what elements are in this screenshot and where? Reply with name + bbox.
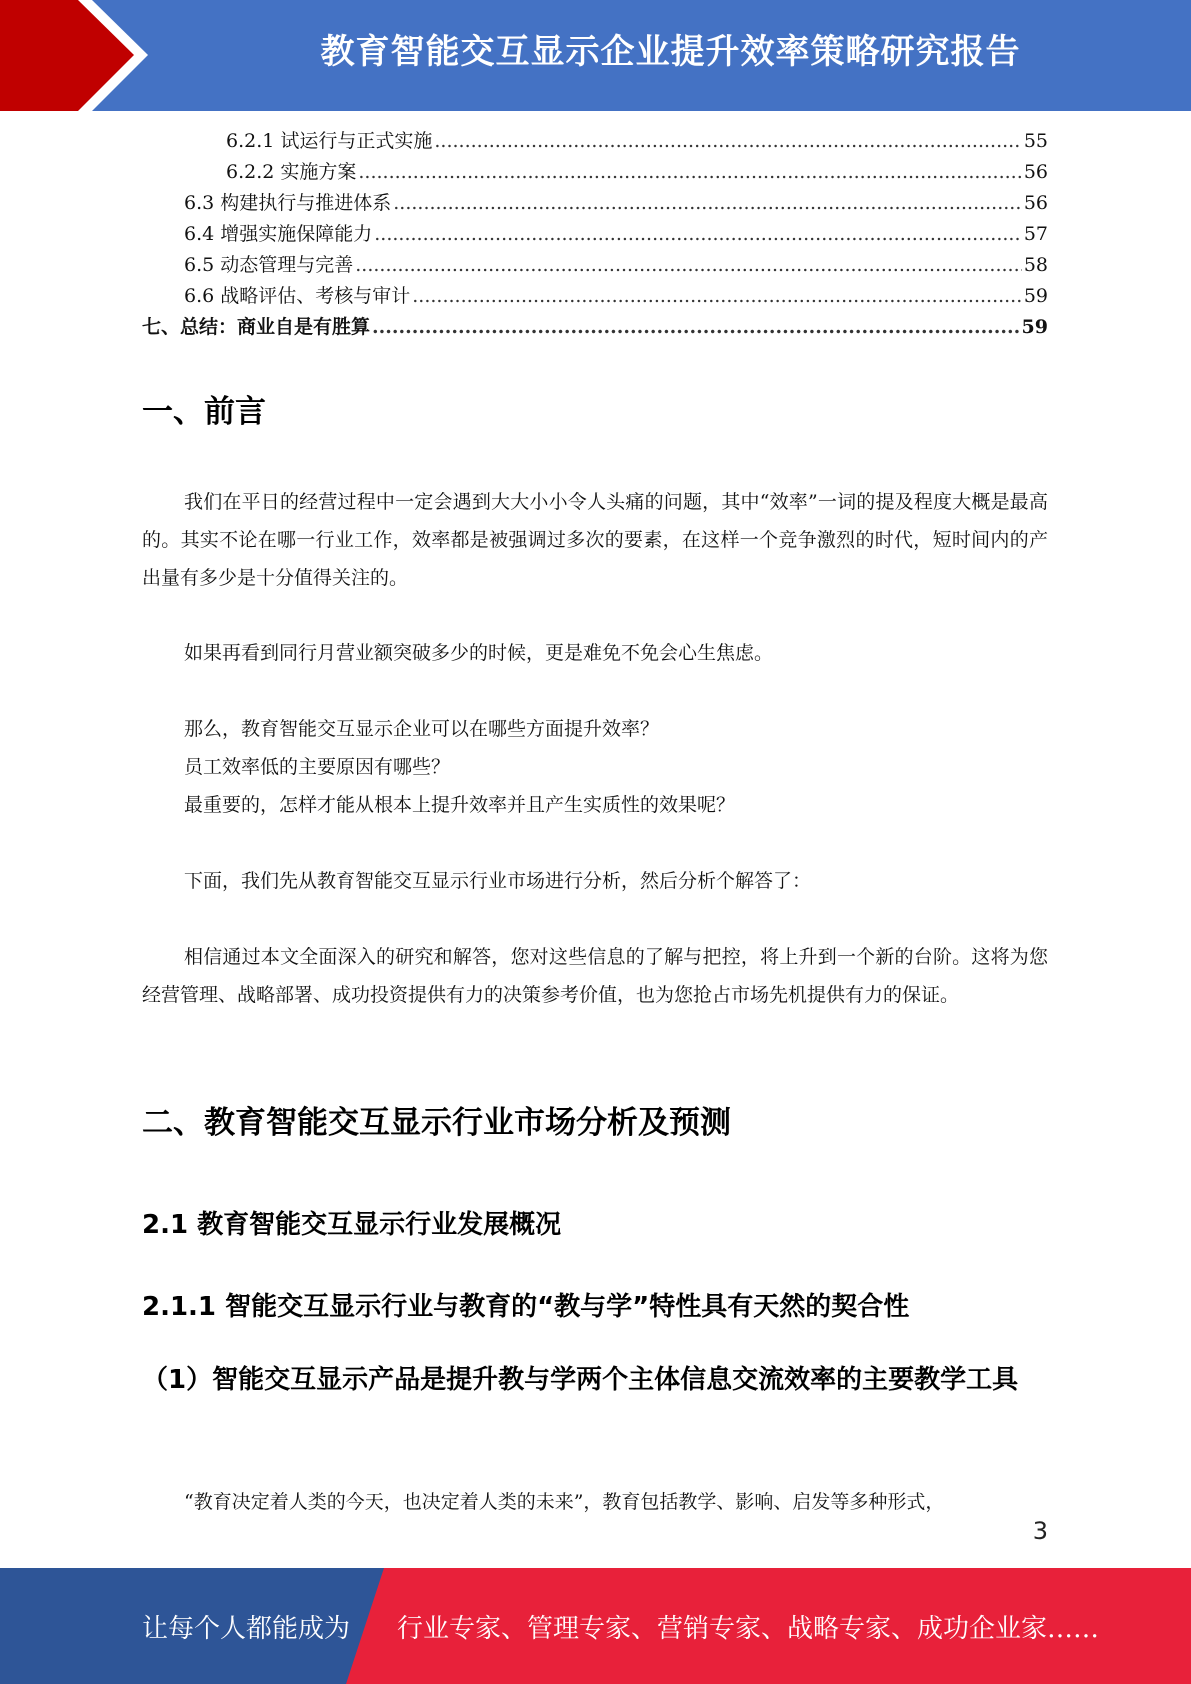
toc-entry[interactable] (142, 126, 1048, 157)
toc-entry-page: 56 (1023, 192, 1048, 214)
toc-leader-dots (355, 250, 1022, 281)
document-title: 教育智能交互显示企业提升效率策略研究报告 (320, 32, 1021, 72)
toc-leader-dots (372, 312, 1020, 343)
footer-slogan-left: 让每个人都能成为 (142, 1614, 351, 1644)
toc-entry-page: 55 (1023, 130, 1048, 152)
toc-leader-dots (358, 157, 1021, 188)
page-header (0, 0, 1191, 111)
toc-entry-page: 56 (1023, 161, 1048, 183)
toc-entry[interactable] (142, 219, 1048, 250)
section-heading-market-analysis: 二、教育智能交互显示行业市场分析及预测 (142, 1105, 731, 1141)
section-heading-preface: 一、前言 (142, 394, 266, 430)
toc-entry-page: 57 (1023, 223, 1048, 245)
toc-entry[interactable] (142, 157, 1048, 188)
toc-leader-dots (434, 126, 1021, 157)
preface-paragraph-3: 下面，我们先从教育智能交互显示行业市场进行分析，然后分析个解答了： (184, 870, 812, 892)
toc-entry-page: 58 (1023, 254, 1048, 276)
toc-entry-title: 6.4 增强实施保障能力 (184, 223, 373, 245)
preface-question-1: 那么，教育智能交互显示企业可以在哪些方面提升效率？ (184, 718, 660, 740)
preface-question-3: 最重要的，怎样才能从根本上提升效率并且产生实质性的效果呢？ (184, 794, 736, 816)
preface-paragraph-1: 我们在平日的经营过程中一定会遇到大大小小令人头痛的问题，其中“效率”一词的提及程度大概是最高的。其实不论在哪一行业工作，效率都是被强调过多次的要素，在这样一个竞争激烈的时代，短时间内的产出量有多少是十分值得关注的。 (142, 491, 1048, 589)
toc-entry-page: 59 (1021, 316, 1048, 338)
toc-entry[interactable] (142, 312, 1048, 343)
subsection-heading-item-1: （1）智能交互显示产品是提升教与学两个主体信息交流效率的主要教学工具 (142, 1365, 1019, 1395)
preface-paragraph-4: 相信通过本文全面深入的研究和解答，您对这些信息的了解与把控，将上升到一个新的台阶。这将为您经营管理、战略部署、成功投资提供有力的决策参考价值，也为您抢占市场先机提供有力的保证。 (142, 946, 1048, 1006)
toc-entry-title: 6.2.1 试运行与正式实施 (226, 130, 433, 152)
toc-entry-title: 6.2.2 实施方案 (226, 161, 357, 183)
toc-entry-title: 6.6 战略评估、考核与审计 (184, 285, 411, 307)
preface-paragraph-2: 如果再看到同行月营业额突破多少的时候，更是难免不免会心生焦虑。 (184, 642, 774, 664)
toc-leader-dots (412, 281, 1022, 312)
footer-slogan-right: 行业专家、管理专家、营销专家、战略专家、成功企业家…… (397, 1614, 1100, 1644)
toc-entry[interactable] (142, 250, 1048, 281)
toc-entry-page: 59 (1023, 285, 1048, 307)
subsection-heading-2-1-1: 2.1.1 智能交互显示行业与教育的“教与学”特性具有天然的契合性 (142, 1292, 910, 1322)
education-paragraph: “教育决定着人类的今天，也决定着人类的未来”，教育包括教学、影响、启发等多种形式， (184, 1491, 945, 1513)
preface-question-2: 员工效率低的主要原因有哪些？ (184, 756, 451, 778)
toc-entry-title: 6.5 动态管理与完善 (184, 254, 354, 276)
toc-leader-dots (393, 188, 1022, 219)
table-of-contents (142, 126, 1048, 343)
toc-entry-title: 七、总结：商业自是有胜算 (142, 316, 371, 338)
page-footer (0, 1568, 1191, 1684)
page-number: 3 (1032, 1517, 1048, 1545)
toc-entry[interactable] (142, 281, 1048, 312)
toc-entry[interactable] (142, 188, 1048, 219)
toc-entry-title: 6.3 构建执行与推进体系 (184, 192, 392, 214)
subsection-heading-2-1: 2.1 教育智能交互显示行业发展概况 (142, 1210, 562, 1240)
toc-leader-dots (374, 219, 1022, 250)
header-arrow-decoration (0, 0, 160, 111)
